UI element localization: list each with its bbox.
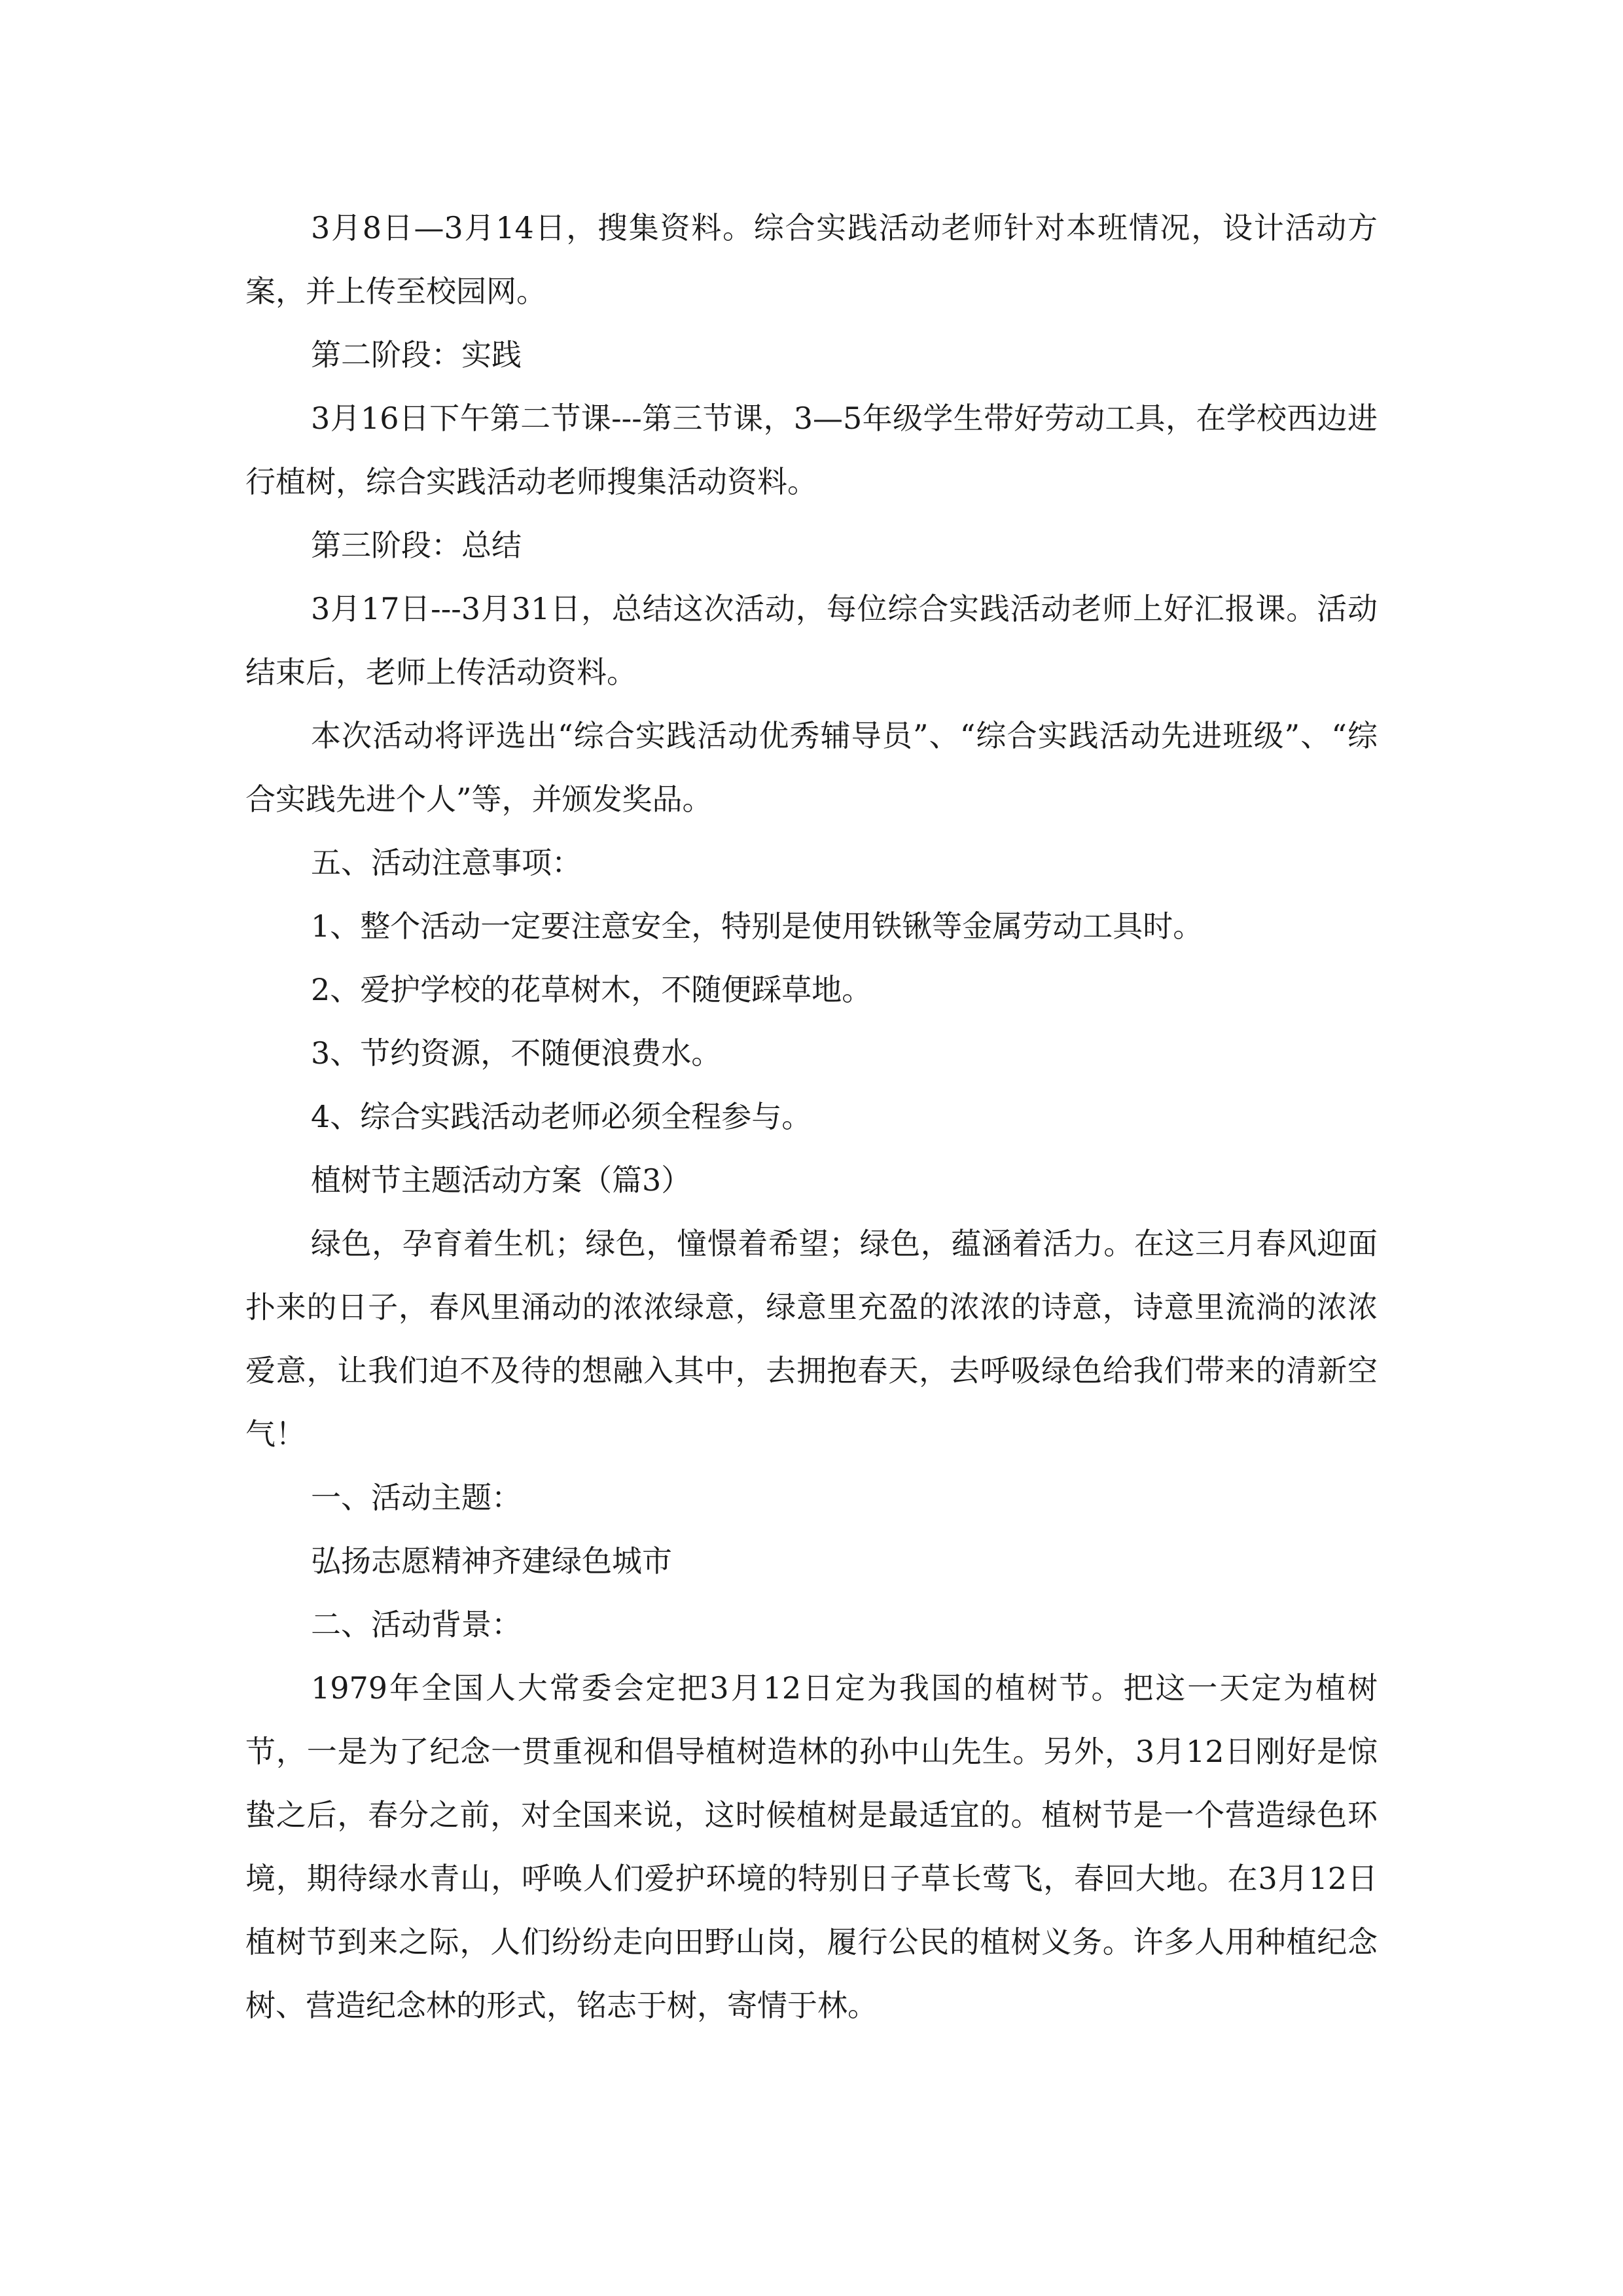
paragraph-background: 1979年全国人大常委会定把3月12日定为我国的植树节。把这一天定为植树节，一是为了纪念一贯重视和倡导植树造林的孙中山先生。另外，3月12日刚好是惊蛰之后，春分之前，对全国来说，这时候植树是最适宜的。植树节是一个营造绿色环境，期待绿水青山，呼唤人们爱护环境的特别日子草长莺飞，春回大地。在3月12日植树节到来之际，人们纷纷走向田野山岗，履行公民的植树义务。许多人用种植纪念树、营造纪念林的形式，铭志于树，寄情于林。 xyxy=(245,1670,1378,2023)
paragraph-awards: 本次活动将评选出“综合实践活动优秀辅导员”、“综合实践活动先进班级”、“综合实践先进个人”等，并颁发奖品。 xyxy=(245,718,1378,817)
note-item-1: 1、整个活动一定要注意安全，特别是使用铁锹等金属劳动工具时。 xyxy=(311,908,1204,944)
note-item-4: 4、综合实践活动老师必须全程参与。 xyxy=(311,1099,812,1134)
heading-notes: 五、活动注意事项： xyxy=(311,845,582,880)
paragraph-schedule-practice: 3月16日下午第二节课---第三节课，3—5年级学生带好劳动工具，在学校西边进行植树，综合实践活动老师搜集活动资料。 xyxy=(245,401,1378,499)
note-item-3: 3、节约资源，不随便浪费水。 xyxy=(311,1035,722,1071)
paragraph-intro-green: 绿色，孕育着生机；绿色，憧憬着希望；绿色，蕴涵着活力。在这三月春风迎面扑来的日子，春风里涌动的浓浓绿意，绿意里充盈的浓浓的诗意，诗意里流淌的浓浓爱意，让我们迫不及待的想融入其中，去拥抱春天，去呼吸绿色给我们带来的清新空气！ xyxy=(245,1226,1378,1452)
paragraph-schedule-collect: 3月8日—3月14日，搜集资料。综合实践活动老师针对本班情况，设计活动方案，并上传至校园网。 xyxy=(245,210,1378,309)
heading-stage-two: 第二阶段：实践 xyxy=(311,337,522,372)
paragraph-theme: 弘扬志愿精神齐建绿色城市 xyxy=(311,1543,672,1579)
heading-stage-three: 第三阶段：总结 xyxy=(311,528,522,563)
heading-background: 二、活动背景： xyxy=(311,1607,522,1642)
heading-theme: 一、活动主题： xyxy=(311,1480,522,1515)
section-title-plan-3: 植树节主题活动方案（篇3） xyxy=(311,1162,692,1198)
paragraph-schedule-summary: 3月17日---3月31日，总结这次活动，每位综合实践活动老师上好汇报课。活动结束后，老师上传活动资料。 xyxy=(245,591,1378,690)
note-item-2: 2、爱护学校的花草树木，不随便踩草地。 xyxy=(311,972,872,1007)
document-body xyxy=(245,196,1378,2037)
